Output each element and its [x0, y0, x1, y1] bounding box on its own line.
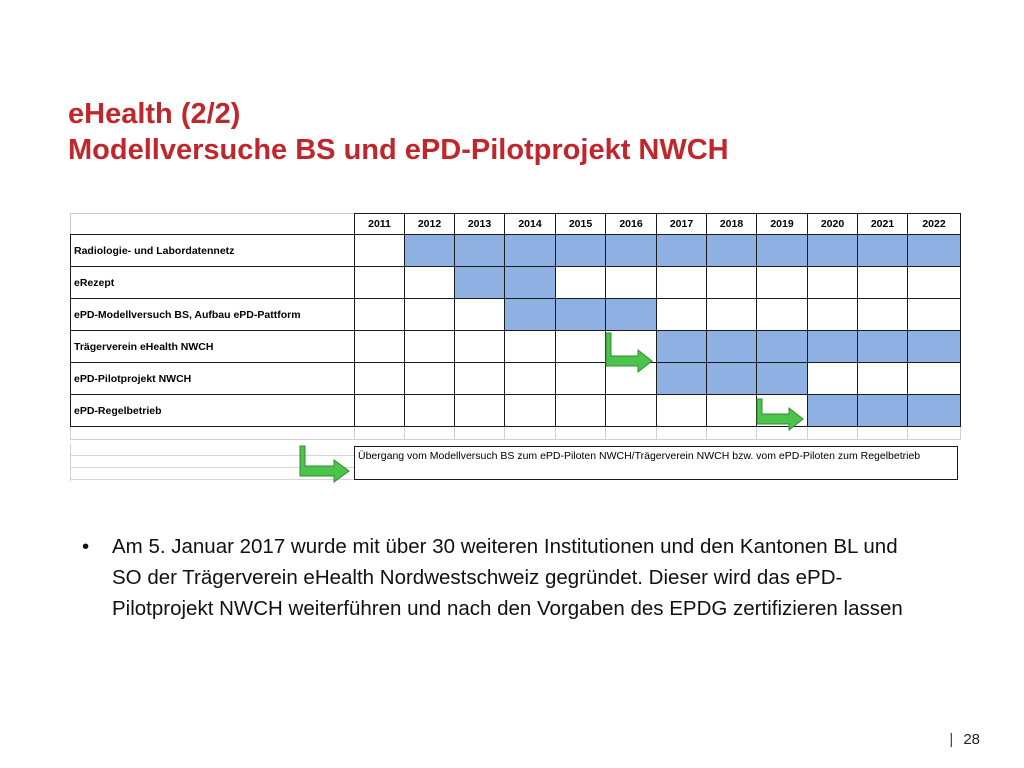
gantt-cell	[405, 299, 455, 331]
gantt-cell	[707, 267, 757, 299]
gantt-cell-active	[908, 395, 961, 427]
gantt-spacer-cell	[808, 427, 858, 440]
bullet-dot-icon: •	[82, 535, 90, 558]
gantt-cell	[556, 331, 606, 363]
gantt-row	[71, 363, 961, 395]
title-line-2: Modellversuche BS und ePD-Pilotprojekt NWCH	[68, 134, 729, 166]
year-header: 2019	[757, 214, 808, 235]
gantt-cell	[355, 395, 405, 427]
year-header: 2021	[858, 214, 908, 235]
year-header: 2012	[405, 214, 455, 235]
gantt-cell-active	[707, 331, 757, 363]
gantt-cell	[757, 299, 808, 331]
gantt-corner	[71, 214, 355, 235]
gantt-spacer-cell	[355, 427, 405, 440]
year-header: 2011	[355, 214, 405, 235]
gantt-row-label: Radiologie- und Labordatennetz	[71, 235, 355, 267]
gantt-cell-active	[455, 267, 505, 299]
bullet-list	[82, 531, 912, 624]
bullet-text: Am 5. Januar 2017 wurde mit über 30 weiteren Institutionen und den Kantonen BL und SO der Trägerverein eHealth Nordwestschweiz gegründet. Dieser wird das ePD-Pilotprojekt NWCH weiterführen und nach den Vorgaben des EPDG zertifizieren lassen	[112, 535, 903, 620]
gantt-cell-active	[657, 235, 707, 267]
gantt-row-label: eRezept	[71, 267, 355, 299]
gantt-cell-active	[707, 363, 757, 395]
slide-title	[68, 96, 968, 168]
gantt-cell	[908, 299, 961, 331]
year-header: 2017	[657, 214, 707, 235]
gantt-spacer-cell	[606, 427, 657, 440]
gantt-row-label: ePD-Pilotprojekt NWCH	[71, 363, 355, 395]
gantt-cell	[455, 299, 505, 331]
gantt-row-label: Trägerverein eHealth NWCH	[71, 331, 355, 363]
gantt-cell	[505, 395, 556, 427]
gantt-cell	[707, 299, 757, 331]
page-number: 28	[963, 731, 980, 748]
legend-arrow-icon	[298, 444, 354, 484]
gantt-cell-active	[808, 235, 858, 267]
year-header: 2016	[606, 214, 657, 235]
gantt-cell	[808, 267, 858, 299]
gantt-cell-active	[908, 235, 961, 267]
gantt-cell	[808, 299, 858, 331]
gantt-cell	[908, 267, 961, 299]
gantt-cell	[405, 267, 455, 299]
gantt-spacer-cell	[505, 427, 556, 440]
gantt-cell	[556, 395, 606, 427]
gantt-row	[71, 299, 961, 331]
gantt-cell-active	[556, 235, 606, 267]
gantt-cell-active	[455, 235, 505, 267]
gantt-header-row	[71, 214, 961, 235]
gantt-cell	[858, 363, 908, 395]
gantt-spacer-cell	[71, 427, 355, 440]
gantt-cell	[405, 363, 455, 395]
gantt-row	[71, 267, 961, 299]
year-header: 2022	[908, 214, 961, 235]
gantt-cell	[858, 299, 908, 331]
gantt-cell	[657, 267, 707, 299]
gantt-cell-active	[757, 235, 808, 267]
gantt-cell	[355, 331, 405, 363]
gantt-row	[71, 235, 961, 267]
gantt-cell	[455, 395, 505, 427]
gantt-cell	[606, 267, 657, 299]
page-footer	[949, 731, 980, 748]
gantt-cell	[757, 267, 808, 299]
gantt-spacer-cell	[455, 427, 505, 440]
legend-box: Übergang vom Modellversuch BS zum ePD-Piloten NWCH/Trägerverein NWCH bzw. vom ePD-Piloten zum Regelbetrieb	[354, 446, 958, 480]
gantt-spacer-cell	[657, 427, 707, 440]
gantt-cell	[455, 363, 505, 395]
gantt-cell	[707, 395, 757, 427]
gantt-spacer-cell	[908, 427, 961, 440]
gantt-row-label: ePD-Modellversuch BS, Aufbau ePD-Pattform	[71, 299, 355, 331]
gantt-cell-active	[808, 331, 858, 363]
gantt-cell	[657, 395, 707, 427]
gantt-cell-active	[505, 235, 556, 267]
year-header: 2015	[556, 214, 606, 235]
gantt-cell	[505, 363, 556, 395]
gantt-cell	[908, 363, 961, 395]
gantt-cell-active	[556, 299, 606, 331]
year-header: 2014	[505, 214, 556, 235]
gantt-cell-active	[405, 235, 455, 267]
gantt-cell-active	[908, 331, 961, 363]
gantt-cell-active	[505, 267, 556, 299]
gantt-cell-active	[757, 331, 808, 363]
gantt-spacer-cell	[405, 427, 455, 440]
title-line-1: eHealth (2/2)	[68, 98, 241, 130]
gantt-cell	[455, 331, 505, 363]
gantt-spacer-cell	[858, 427, 908, 440]
gantt-cell	[505, 331, 556, 363]
gantt-cell	[355, 299, 405, 331]
gantt-cell	[808, 363, 858, 395]
gantt-spacer-cell	[556, 427, 606, 440]
gantt-cell	[556, 363, 606, 395]
year-header: 2018	[707, 214, 757, 235]
gantt-cell	[405, 331, 455, 363]
page-separator: |	[949, 731, 954, 748]
gantt-cell-active	[858, 331, 908, 363]
gantt-cell	[657, 299, 707, 331]
gantt-row	[71, 331, 961, 363]
gantt-cell	[606, 395, 657, 427]
gantt-cell-active	[707, 235, 757, 267]
gantt-cell	[556, 267, 606, 299]
gantt-cell-active	[606, 299, 657, 331]
gantt-cell-active	[657, 363, 707, 395]
gantt-cell	[858, 267, 908, 299]
gantt-row-label: ePD-Regelbetrieb	[71, 395, 355, 427]
year-header: 2013	[455, 214, 505, 235]
gantt-cell	[355, 363, 405, 395]
gantt-table	[70, 213, 961, 440]
year-header: 2020	[808, 214, 858, 235]
gantt-cell-active	[757, 363, 808, 395]
gantt-cell-active	[858, 395, 908, 427]
gantt-cell	[355, 267, 405, 299]
gantt-cell	[405, 395, 455, 427]
transition-arrow-icon	[604, 330, 656, 374]
gantt-cell-active	[657, 331, 707, 363]
gantt-cell	[355, 235, 405, 267]
gantt-cell-active	[808, 395, 858, 427]
gantt-cell-active	[505, 299, 556, 331]
bullet-item	[82, 531, 912, 624]
gantt-spacer-cell	[707, 427, 757, 440]
gantt-cell-active	[606, 235, 657, 267]
transition-arrow-icon	[755, 397, 807, 431]
gantt-row	[71, 395, 961, 427]
gantt-cell-active	[858, 235, 908, 267]
gantt-spacer-row	[71, 427, 961, 440]
